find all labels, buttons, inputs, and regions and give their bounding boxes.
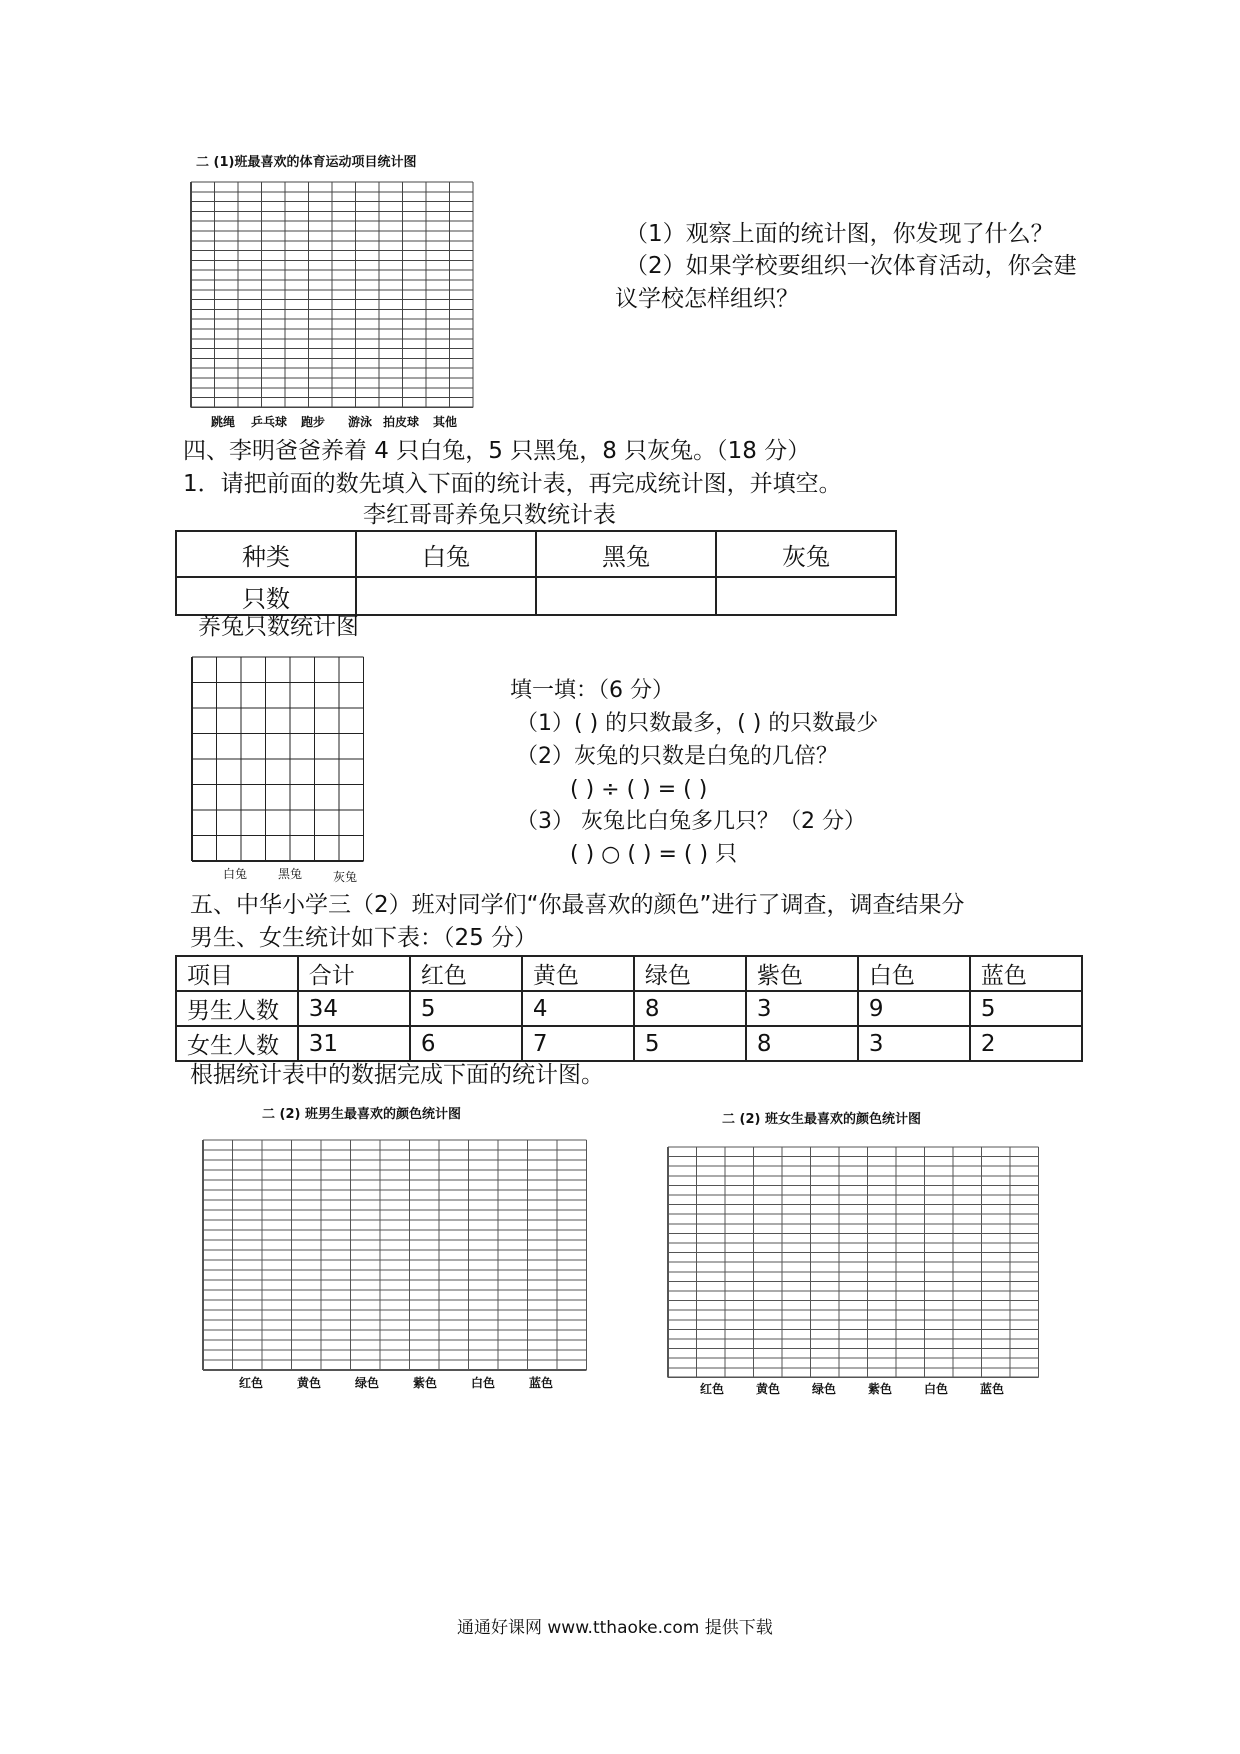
girls-x-label: 红色 (699, 1382, 724, 1396)
boys-chart-x-labels (225, 1374, 585, 1392)
color-table (175, 955, 1083, 1062)
table-cell: 7 (522, 1026, 634, 1061)
fill-title: 填一填：（6 分） (510, 678, 674, 703)
chart1-grid (190, 180, 480, 412)
rabbit-chart-title: 养兔只数统计图 (198, 614, 359, 640)
girls-chart-title: 二 (2) 班女生最喜欢的颜色统计图 (722, 1112, 921, 1127)
chart1-x-label: 乒乓球 (250, 415, 287, 429)
boys-x-label: 红色 (238, 1376, 263, 1390)
table-cell: 9 (858, 991, 970, 1026)
rabbit-chart-x-labels (205, 865, 385, 883)
girls-chart-x-labels (690, 1380, 1040, 1398)
chart1-x-label: 拍皮球 (382, 415, 419, 429)
table-row (176, 531, 896, 577)
section4-instruction: 1．请把前面的数先填入下面的统计表，再完成统计图，并填空。 (183, 471, 842, 497)
chart1-x-label: 游泳 (347, 415, 372, 429)
question-1: （1）观察上面的统计图，你发现了什么？ (625, 221, 1054, 247)
girls-x-label: 绿色 (811, 1382, 836, 1396)
table-header-cell: 项目 (176, 956, 298, 991)
blank-answer-cell[interactable] (356, 577, 536, 615)
chart1-x-label: 其他 (432, 415, 457, 429)
table-cell: 女生人数 (176, 1026, 298, 1061)
rabbit-x-label: 白兔 (222, 867, 247, 881)
section4-heading: 四、李明爸爸养着 4 只白兔，5 只黑兔，8 只灰兔。（18 分） (183, 438, 811, 464)
table-cell: 8 (634, 991, 746, 1026)
table-header-cell: 红色 (410, 956, 522, 991)
boys-x-label: 绿色 (354, 1376, 379, 1390)
table-cell: 8 (746, 1026, 858, 1061)
table-cell: 5 (970, 991, 1082, 1026)
chart1-x-labels (205, 413, 465, 429)
rabbit-table (175, 530, 897, 616)
table-cell: 3 (746, 991, 858, 1026)
table-header-cell: 灰兔 (716, 531, 896, 577)
table-row (176, 956, 1082, 991)
table-row-label: 只数 (176, 577, 356, 615)
boys-x-label: 白色 (470, 1376, 495, 1390)
table-header-cell: 蓝色 (970, 956, 1082, 991)
boys-x-label: 黄色 (296, 1376, 321, 1390)
girls-chart-grid (665, 1145, 1045, 1382)
section5-heading-line2: 男生、女生统计如下表：（25 分） (190, 925, 538, 951)
table-row (176, 1026, 1082, 1061)
question-2-line1: （2）如果学校要组织一次体育活动，你会建 (625, 253, 1077, 279)
fill-line-3: ( ) ÷ ( ) = ( ) (570, 777, 708, 802)
table-header-cell: 白色 (858, 956, 970, 991)
table-cell: 6 (410, 1026, 522, 1061)
table-header-cell: 绿色 (634, 956, 746, 991)
fill-line-4: （3） 灰兔比白兔多几只？（2 分） (516, 809, 866, 834)
fill-line-1: （1）( ) 的只数最多，( ) 的只数最少 (516, 711, 879, 736)
fill-line-2: （2）灰兔的只数是白兔的几倍？ (516, 744, 838, 769)
table-cell: 5 (634, 1026, 746, 1061)
boys-chart-title: 二 (2) 班男生最喜欢的颜色统计图 (262, 1107, 461, 1122)
blank-answer-cell[interactable] (716, 577, 896, 615)
table-header-cell: 白兔 (356, 531, 536, 577)
girls-x-label: 白色 (923, 1382, 948, 1396)
rabbit-x-label: 黑兔 (277, 867, 302, 881)
table-header-cell: 种类 (176, 531, 356, 577)
question-2-line2: 议学校怎样组织？ (615, 286, 799, 312)
rabbit-x-label: 灰兔 (332, 870, 357, 884)
table-cell: 4 (522, 991, 634, 1026)
table-cell: 31 (298, 1026, 410, 1061)
chart1-x-label: 跳绳 (210, 415, 235, 429)
chart1-x-label: 跑步 (300, 415, 325, 429)
footer-text: 通通好课网 www.tthaoke.com 提供下载 (457, 1618, 773, 1638)
boys-chart-grid (200, 1138, 590, 1373)
rabbit-chart-grid (190, 655, 390, 867)
table-cell: 5 (410, 991, 522, 1026)
table-header-cell: 合计 (298, 956, 410, 991)
table-header-cell: 黄色 (522, 956, 634, 991)
table-cell: 男生人数 (176, 991, 298, 1026)
girls-x-label: 黄色 (755, 1382, 780, 1396)
table-header-cell: 紫色 (746, 956, 858, 991)
section5-instruction: 根据统计表中的数据完成下面的统计图。 (190, 1062, 604, 1088)
boys-x-label: 紫色 (412, 1376, 437, 1390)
table-cell: 3 (858, 1026, 970, 1061)
section5-heading-line1: 五、中华小学三（2）班对同学们“你最喜欢的颜色”进行了调查，调查结果分 (190, 892, 965, 918)
table-row (176, 577, 896, 615)
rabbit-table-title: 李红哥哥养兔只数统计表 (363, 502, 616, 528)
table-cell: 2 (970, 1026, 1082, 1061)
blank-answer-cell[interactable] (536, 577, 716, 615)
girls-x-label: 蓝色 (979, 1382, 1004, 1396)
boys-x-label: 蓝色 (528, 1376, 553, 1390)
chart1-title: 二 (1)班最喜欢的体育运动项目统计图 (196, 155, 417, 170)
fill-line-5: ( ) ○ ( ) = ( ) 只 (570, 842, 738, 867)
table-header-cell: 黑兔 (536, 531, 716, 577)
girls-x-label: 紫色 (867, 1382, 892, 1396)
table-row (176, 991, 1082, 1026)
table-cell: 34 (298, 991, 410, 1026)
